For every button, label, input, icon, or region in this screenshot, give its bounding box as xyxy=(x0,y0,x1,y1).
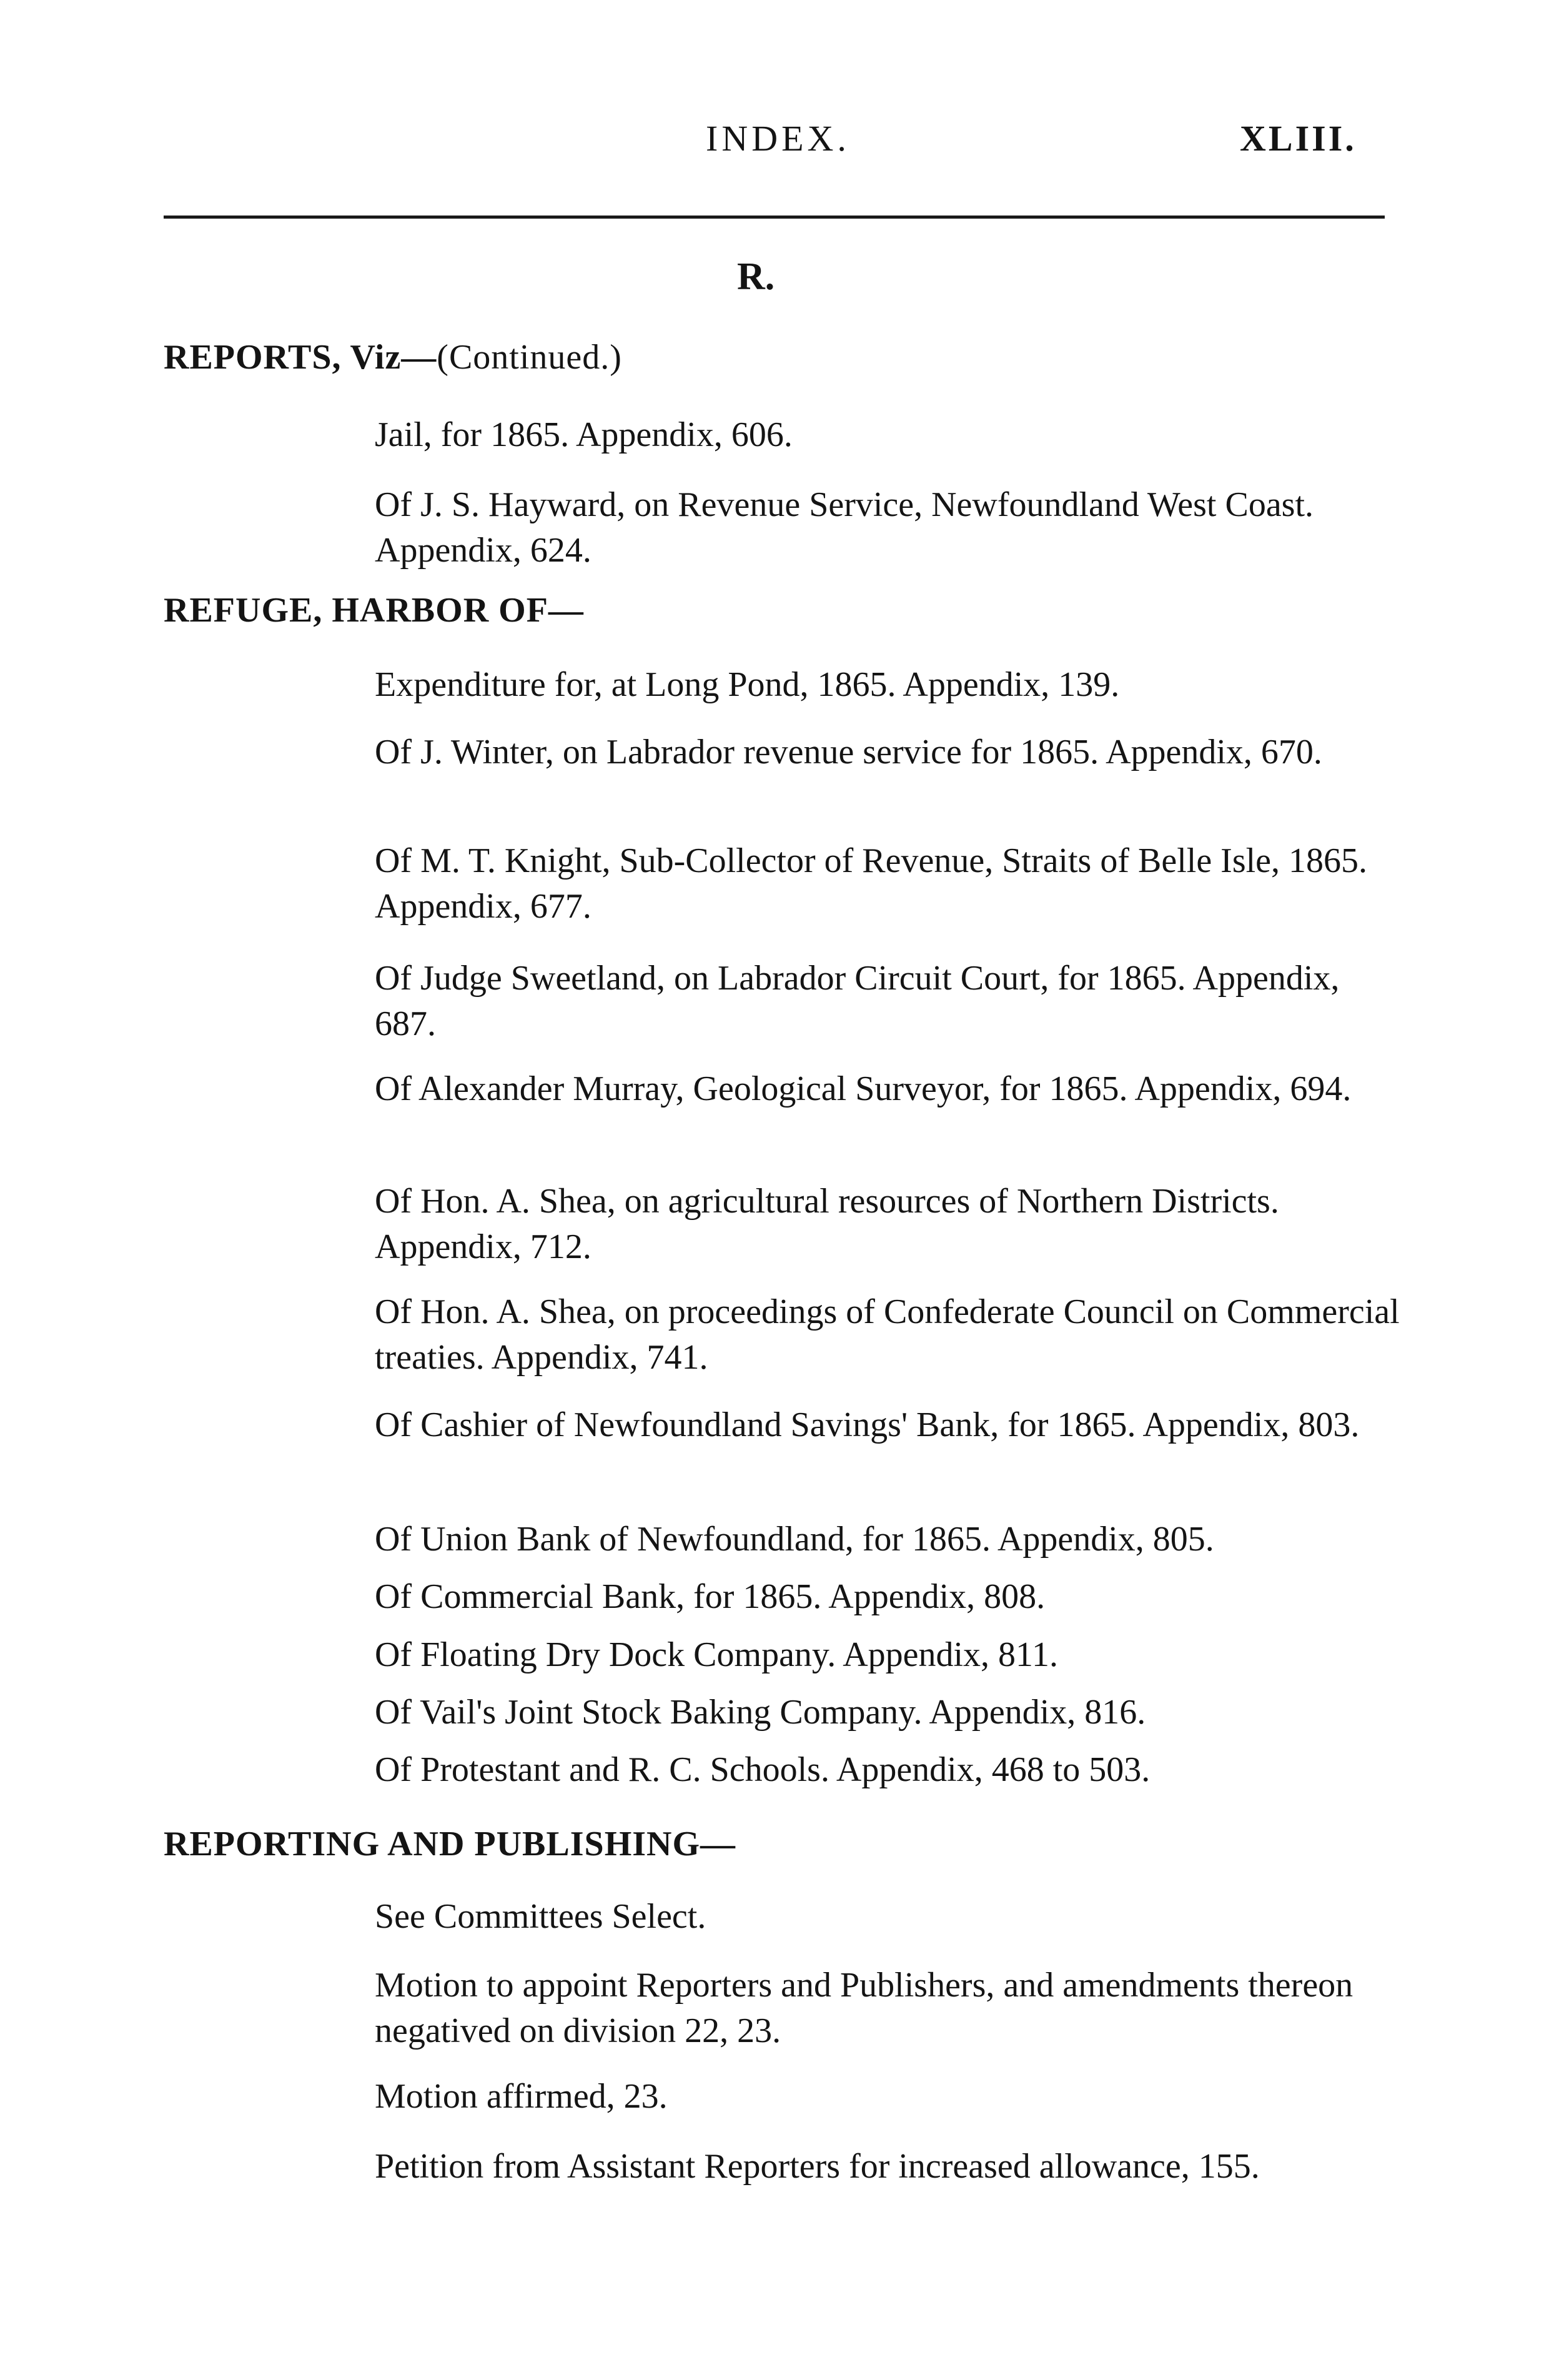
index-heading-reports xyxy=(164,337,622,377)
page-number: XLIII. xyxy=(1240,118,1357,159)
index-entry: Of Hon. A. Shea, on proceedings of Confederate Council on Commercial treaties. Appendix, 741. xyxy=(375,1292,1400,1377)
header-rule xyxy=(164,216,1385,219)
index-heading-refuge-harbor xyxy=(164,590,584,630)
index-entry: Of Vail's Joint Stock Baking Company. Appendix, 816. xyxy=(375,1693,1146,1732)
index-entry: Of J. S. Hayward, on Revenue Service, Newfoundland West Coast. Appendix, 624. xyxy=(375,485,1314,570)
index-entry: Petition from Assistant Reporters for increased allowance, 155. xyxy=(375,2147,1260,2186)
index-entry: Expenditure for, at Long Pond, 1865. Appendix, 139. xyxy=(375,665,1120,704)
heading-text: REPORTING AND PUBLISHING— xyxy=(164,1825,736,1863)
index-entry: Of Floating Dry Dock Company. Appendix, 811. xyxy=(375,1635,1058,1674)
index-entry: Motion affirmed, 23. xyxy=(375,2077,668,2116)
index-entry: Of Protestant and R. C. Schools. Appendix, 468 to 503. xyxy=(375,1750,1151,1789)
running-head-title: INDEX. xyxy=(706,118,850,159)
index-entry: Of M. T. Knight, Sub-Collector of Revenue, Straits of Belle Isle, 1865. Appendix, 677. xyxy=(375,841,1368,926)
heading-text: REFUGE, HARBOR OF— xyxy=(164,591,584,630)
section-letter: R. xyxy=(737,255,775,298)
index-heading-reporting-publishing xyxy=(164,1824,736,1864)
index-entry: Of Commercial Bank, for 1865. Appendix, 808. xyxy=(375,1577,1046,1616)
index-entry: Of Judge Sweetland, on Labrador Circuit Court, for 1865. Appendix, 687. xyxy=(375,959,1340,1043)
index-entry: Of Cashier of Newfoundland Savings' Bank, for 1865. Appendix, 803. xyxy=(375,1406,1360,1444)
heading-continued-note: (Continued.) xyxy=(437,338,622,377)
heading-text: REPORTS, Viz— xyxy=(164,338,437,377)
running-head xyxy=(0,117,1549,167)
index-entry: Of Alexander Murray, Geological Surveyor, for 1865. Appendix, 694. xyxy=(375,1069,1352,1108)
index-entry: Motion to appoint Reporters and Publishers, and amendments thereon negatived on division 22, 23. xyxy=(375,1966,1354,2050)
index-entry: Of Hon. A. Shea, on agricultural resources of Northern Districts. Appendix, 712. xyxy=(375,1182,1279,1266)
index-entry: Of Union Bank of Newfoundland, for 1865. Appendix, 805. xyxy=(375,1520,1214,1559)
index-entry: See Committees Select. xyxy=(375,1897,706,1936)
index-entry: Jail, for 1865. Appendix, 606. xyxy=(375,415,793,454)
index-entry: Of J. Winter, on Labrador revenue service for 1865. Appendix, 670. xyxy=(375,733,1322,771)
